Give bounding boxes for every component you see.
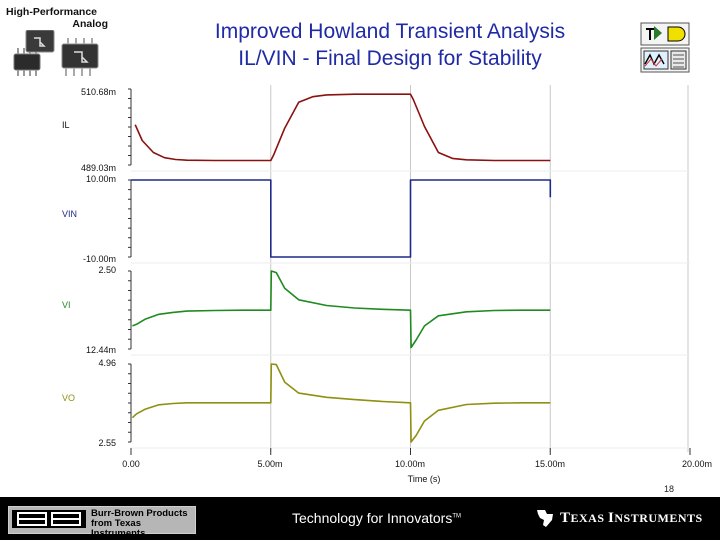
vin-series-label: VIN — [62, 209, 78, 219]
il-series-label: IL — [62, 120, 70, 130]
page-number: 18 — [664, 484, 675, 494]
vo-ymax-label: 4.96 — [98, 358, 116, 368]
vi-series-label: VI — [62, 300, 71, 310]
vi-ymax-label: 2.50 — [98, 265, 116, 275]
series-line-vin — [131, 180, 550, 257]
il-ymax-label: 510.68m — [80, 87, 116, 97]
ti-letter-i: I — [608, 510, 615, 526]
chart-series — [131, 94, 550, 442]
x-tick-label-0: 0.00 — [122, 459, 140, 469]
footer-bar — [0, 497, 720, 540]
tagline-text: Technology for Innovators — [292, 510, 453, 526]
logo-line2: Analog — [72, 18, 108, 30]
logo-line1: High-Performance — [6, 6, 98, 18]
bb-text — [91, 509, 195, 539]
x-tick-label-3: 15.00m — [534, 459, 566, 469]
bb-line1: Burr-Brown Products — [91, 508, 188, 519]
series-line-vo — [132, 364, 550, 442]
title-line1: Improved Howland Transient Analysis — [214, 20, 566, 43]
vo-ymin-label: 2.55 — [98, 438, 116, 448]
series-line-vi — [132, 271, 550, 348]
vin-ymin-label: -10.00m — [82, 254, 116, 264]
bb-line2: from Texas Instruments — [91, 518, 146, 539]
x-axis-label: Time (s) — [407, 474, 441, 484]
vin-ymax-label: 10.00m — [85, 174, 116, 184]
texas-instruments-logo-icon — [534, 507, 558, 529]
vo-series-label: VO — [62, 393, 76, 403]
ti-nstruments: NSTRUMENTS — [614, 511, 703, 525]
texas-instruments-wordmark — [560, 510, 703, 527]
x-tick-label-2: 10.00m — [394, 459, 426, 469]
bb-logo-icon — [12, 510, 86, 528]
il-ymin-label: 489.03m — [80, 163, 116, 173]
chart-axes — [128, 89, 690, 455]
ti-exas: EXAS — [570, 511, 609, 525]
tagline — [292, 510, 461, 526]
title-line2: IL/VIN - Final Design for Stability — [238, 47, 542, 70]
burr-brown-logo — [8, 506, 196, 539]
x-tick-label-4: 20.00m — [681, 459, 713, 469]
chart-grid — [131, 85, 690, 452]
x-tick-label-1: 5.00m — [257, 459, 283, 469]
ti-letter-t: T — [560, 510, 571, 526]
series-line-il — [135, 94, 550, 160]
tagline-trademark: TM — [452, 513, 461, 520]
vi-ymin-label: 12.44m — [85, 345, 116, 355]
